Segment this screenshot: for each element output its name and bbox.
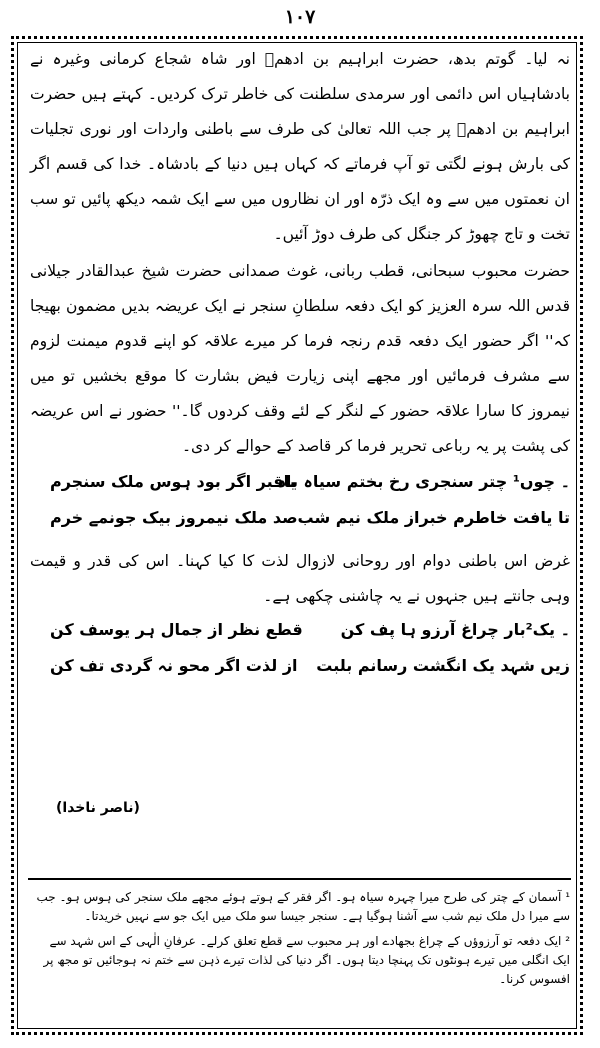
paragraph-1-line: میں سے ایک شمہ دیکھ پائیں تو سب تخت و تاج چھوڑ کر جنگل کی طرف دوڑ آئیں۔ — [30, 190, 570, 243]
paragraph-2-line: حضرت محبوب سبحانی، قطب ربانی، غوث صمدانی حضرت شیخ عبدالقادر جیلانی قدس — [30, 262, 570, 315]
verse-hemistich: تا یافت خاطرم خبراز ملک نیم شب — [297, 508, 570, 527]
verse-hemistich: زیں شہد یک انگشت رسانم بلبت — [316, 656, 570, 675]
paragraph-2-line: کے لئے وقف کردوں گا۔'' حضور نے اس عریضہ کی پشت پر یہ رباعی تحریر فرما کر قاصد — [30, 402, 570, 455]
paragraph-2-line: مجھے اپنی زیارت فیض بشارت کا موقع بخشیں تو میں نیمروز کا سارا علاقہ حضور کے لنگر — [30, 367, 570, 420]
page-number: ۱۰۷ — [284, 6, 316, 28]
paragraph-1-line: اور سرمدی سلطنت کی خاطر ترک کردیں۔ کہتے ہیں حضرت ابراہیم بن ادھمؒ پر جب اللہ — [30, 85, 570, 138]
paragraph-2-line: کے حوالے کر دی۔ — [181, 437, 293, 455]
verse-hemistich: باقبر اگر بود ہوس ملک سنجرم — [50, 472, 296, 491]
signature: (ناصر ناخدا) — [56, 800, 140, 816]
verse-2-line-2 — [30, 656, 570, 692]
verse-1-line-1 — [30, 472, 570, 508]
paragraph-1-line: تعالیٰ کی طرف سے باطنی واردات اور نوری تجلیات کی بارش ہونے لگتی تو آپ فرماتے کہ — [30, 120, 570, 173]
paragraph-2-line: ایک دفعہ قدم رنجہ فرما کر میرے علاقہ کو اپنے قدوم میمنت لزوم سے مشرف فرمائیں اور — [30, 332, 570, 385]
footnote-1: ¹ آسمان کے چتر کی طرح میرا چہرہ سیاہ ہو۔ اگر فقر کے ہوتے ہوئے مجھے ملک سنجر کی ہوس ہو۔ جب سے میرا دل ملک نیم شب سے آشنا ہوگیا ہے۔ سنجر جیسا سو ملک میں ایک جو سے نہیں خریدتا۔ — [36, 890, 570, 923]
verse-hemistich: ۔ یک²بار چراغ آرزو ہا پف کن — [340, 620, 570, 639]
paragraph-3-line: جانتے ہیں جنہوں نے یہ چاشنی چکھی ہے۔ — [263, 587, 536, 605]
verse-hemistich: ۔ چوں¹ چتر سنجری رخ بختم سیاہ باد — [277, 472, 570, 491]
verse-hemistich: صد ملک نیمروز بیک جونمے خرم — [50, 508, 298, 527]
verse-hemistich: قطع نظر از جمال ہر یوسف کن — [50, 620, 303, 639]
paragraph-1-line: کہاں ہیں دنیا کے بادشاہ۔ خدا کی قسم اگر ان نعمتوں میں سے وہ ایک ذرّہ اور ان نظاروں — [30, 155, 570, 208]
paragraph-2-line: اللہ سرہ العزیز کو ایک دفعہ سلطانِ سنجر نے ایک عریضہ بدیں مضمون بھیجا کہ'' اگر حضور — [30, 297, 570, 350]
paragraph-3 — [30, 544, 570, 614]
verse-1-line-2 — [30, 508, 570, 544]
paragraph-2 — [30, 254, 570, 464]
verse-hemistich: از لذت اگر محو نہ گردی تف کن — [50, 656, 298, 675]
paragraph-1-line: نہ لیا۔ گوتم بدھ، حضرت ابراہیم بن ادھمؒ اور شاہ شجاع کرمانی وغیرہ نے بادشاہیاں اس دائمی — [30, 50, 570, 103]
verse-2-line-1 — [30, 620, 570, 656]
footnotes — [30, 888, 570, 995]
paragraph-3-line: غرض اس باطنی دوام اور روحانی لازوال لذت کا کیا کہنا۔ اس کی قدر و قیمت وہی — [30, 552, 570, 605]
footnote-divider — [28, 878, 571, 880]
paragraph-1 — [30, 42, 570, 252]
footnote-2: ² ایک دفعہ تو آرزوؤں کے چراغ بجھادے اور ہر محبوب سے قطع تعلق کرلے۔ عرفانِ الٰہی کے اس شہد سے ایک انگلی میں تیرے ہونٹوں تک پہنچا دیتا ہوں۔ اگر دنیا کی لذات تیرے ذہن سے ختم نہ ہوجائیں تو مجھ پر افسوس کرنا۔ — [43, 934, 570, 986]
page-body — [30, 42, 570, 692]
